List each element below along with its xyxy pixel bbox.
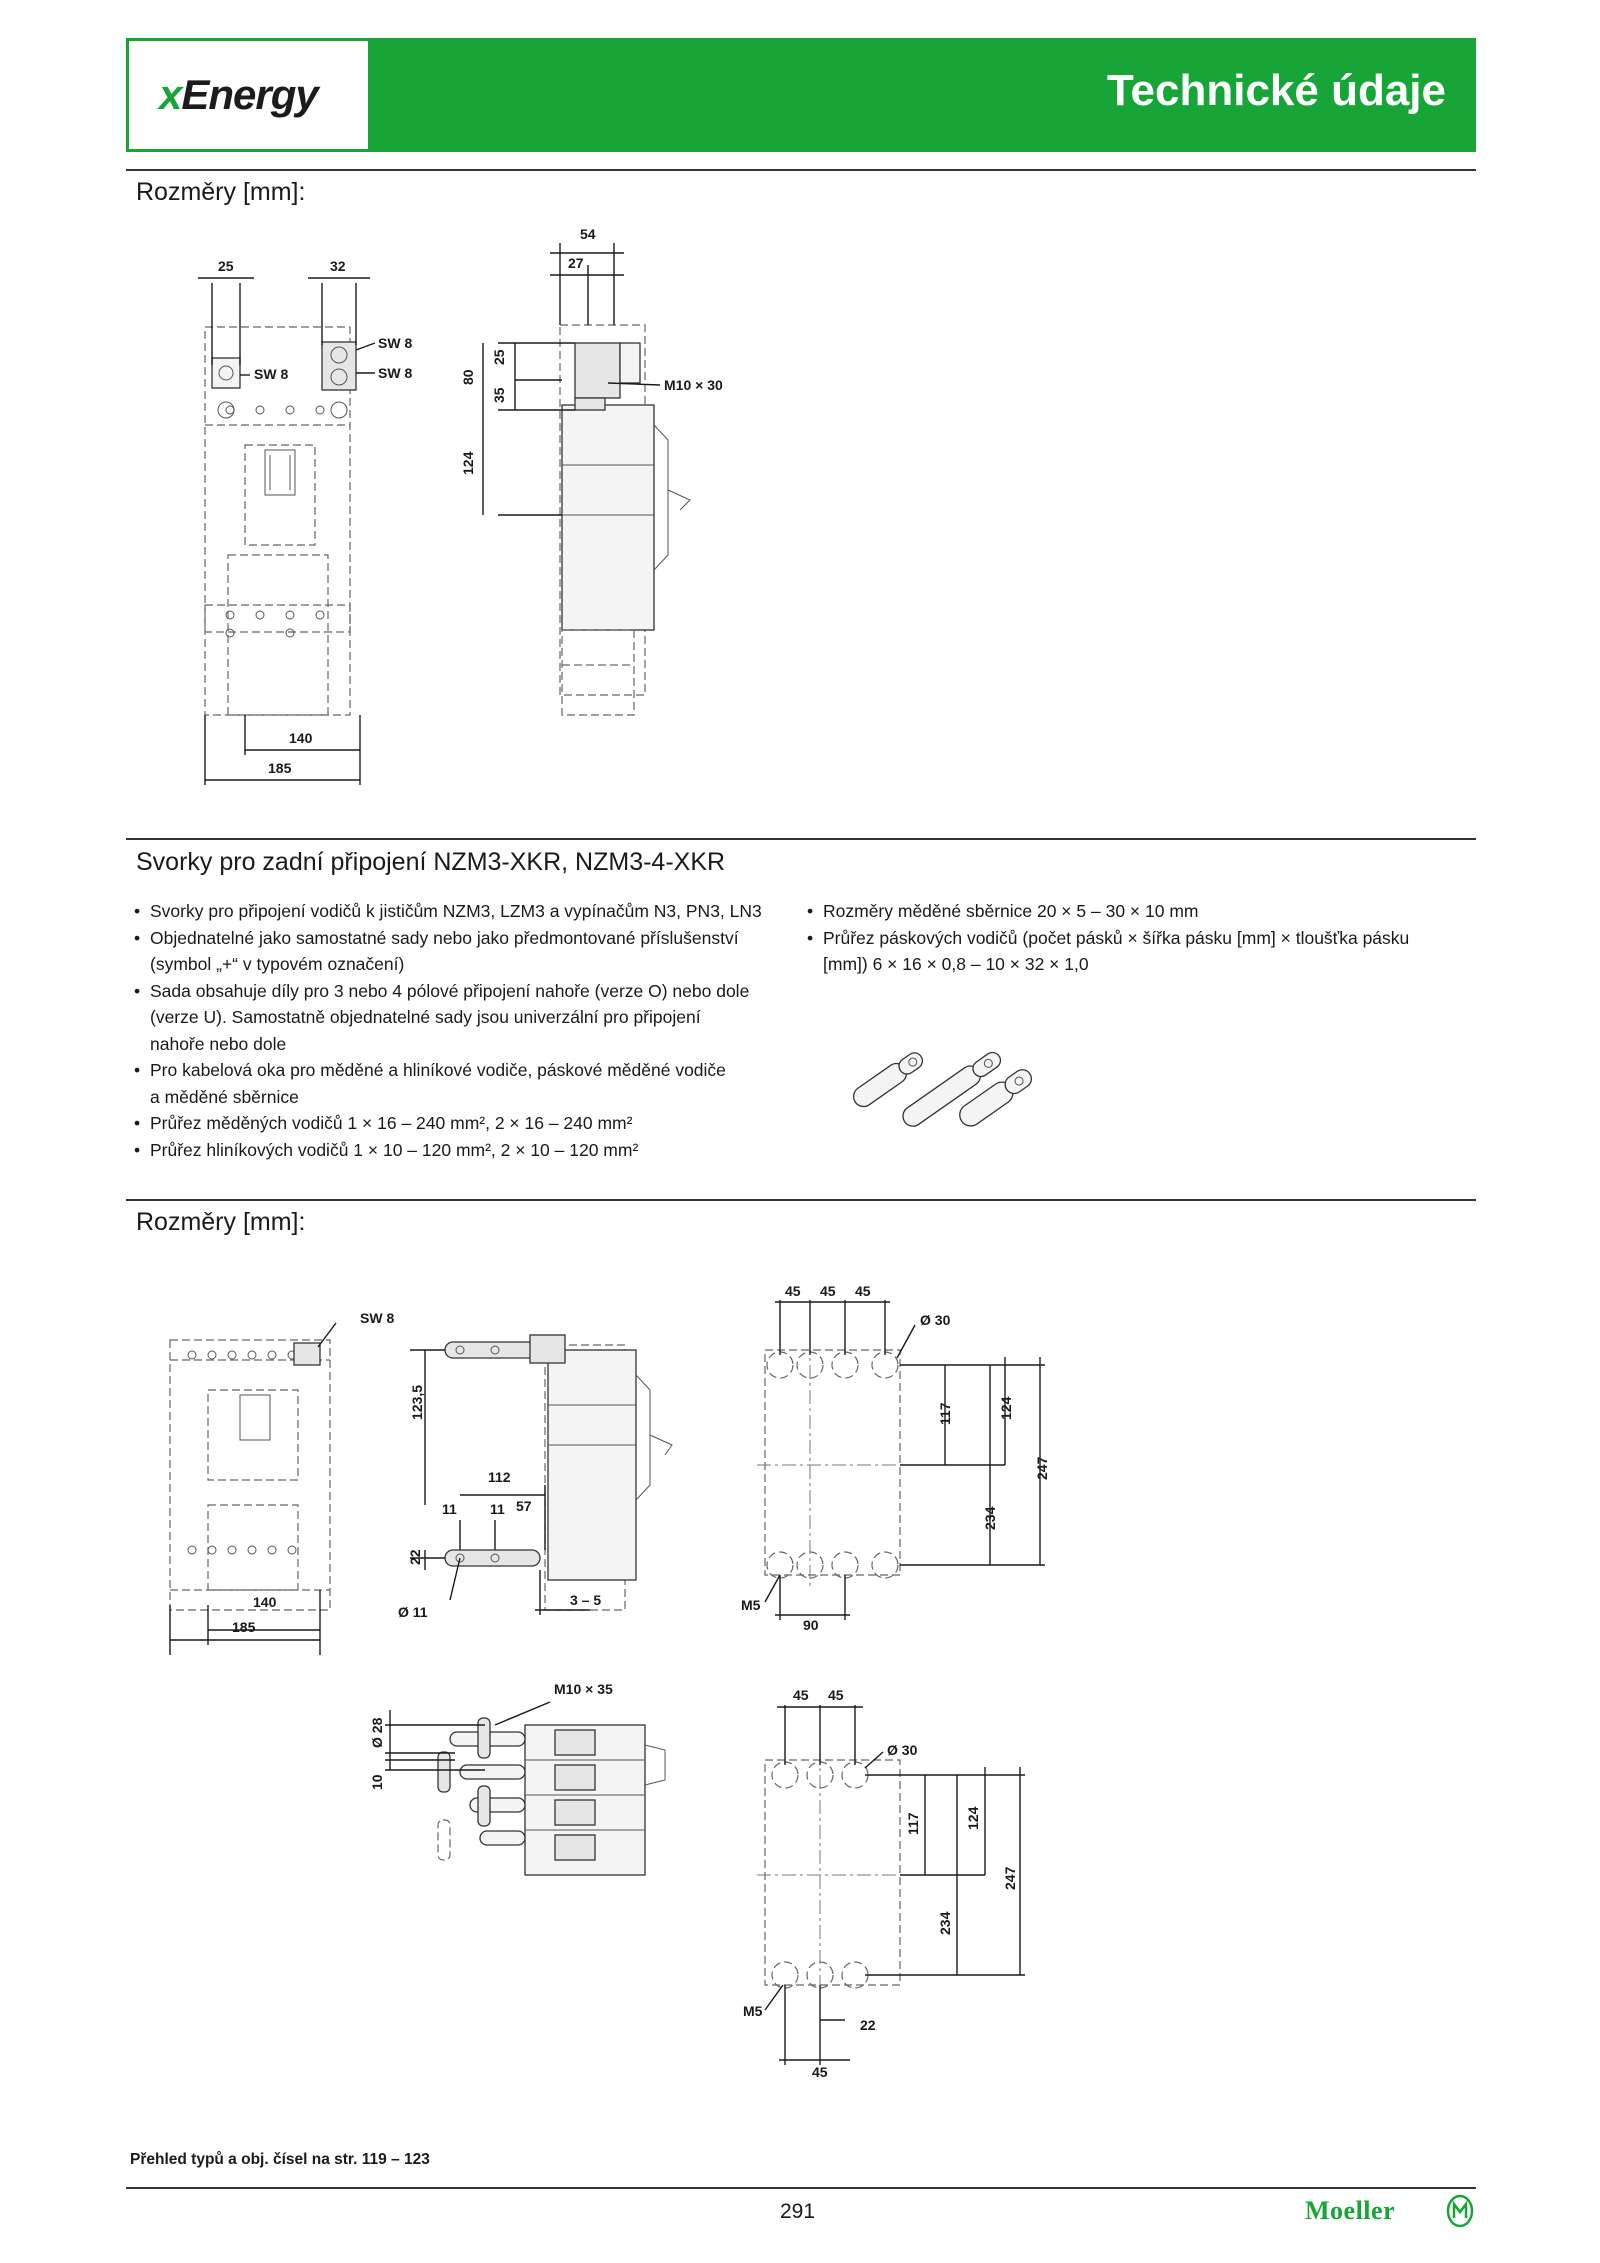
dim-dia28: Ø 28 (369, 1717, 385, 1748)
dim-185-b: 185 (232, 1619, 256, 1635)
dim-dia30-3p: Ø 30 (887, 1742, 918, 1758)
dim-10: 10 (369, 1774, 385, 1790)
dim-27: 27 (568, 255, 584, 271)
moeller-logo: Moeller (1305, 2196, 1396, 2225)
label-bolt-m10x30: M10 × 30 (664, 377, 723, 393)
figure-xkr-front-side (160, 1295, 720, 1660)
dim-124-3p: 124 (965, 1806, 981, 1830)
list-item: • Objednatelné jako samostatné sady nebo jako předmontované příslušenství (symbol „+“ v typovém označení) (132, 925, 802, 978)
dim-45-a: 45 (785, 1283, 801, 1299)
list-item: • Rozměry měděné sběrnice 20 × 5 – 30 × 10 mm (805, 898, 1475, 925)
label-bolt-m10x35: M10 × 35 (554, 1681, 613, 1697)
dim-32: 32 (330, 258, 346, 274)
dim-dia11: Ø 11 (398, 1604, 428, 1620)
dim-234: 234 (982, 1506, 998, 1530)
dim-35: 35 (491, 387, 507, 403)
dim-11b: 11 (490, 1501, 505, 1517)
front-view-drawing (198, 278, 375, 785)
dim-112: 112 (488, 1469, 511, 1485)
hole-pattern-3-drawing (757, 1705, 1025, 2065)
dim-124: 124 (998, 1396, 1014, 1420)
label-sw8-mid: SW 8 (378, 365, 413, 381)
dim-247-3p: 247 (1002, 1866, 1018, 1890)
figure-breaker-front-side (190, 225, 723, 795)
dim-90: 90 (803, 1617, 819, 1633)
feature-list-left (132, 898, 802, 1163)
page-title: Technické údaje (1106, 66, 1446, 115)
dim-80: 80 (460, 369, 476, 385)
divider (126, 1199, 1476, 1201)
divider (126, 838, 1476, 840)
dim-25: 25 (218, 258, 234, 274)
section-heading-rear-terminals: Svorky pro zadní připojení NZM3-XKR, NZM3-4-XKR (136, 848, 726, 876)
dim-11a: 11 (442, 1501, 457, 1517)
label-sw8-top: SW 8 (378, 335, 413, 351)
dim-57: 57 (516, 1498, 532, 1514)
dim-234-3p: 234 (937, 1911, 953, 1935)
dim-45-b: 45 (820, 1283, 836, 1299)
figure-xkr-side-4pole (320, 1670, 720, 1910)
divider (126, 169, 1476, 171)
hole-pattern-3-pole (735, 1680, 1095, 2080)
list-item: • Svorky pro připojení vodičů k jističům NZM3, LZM3 a vypínačům N3, PN3, LN3 (132, 898, 802, 925)
xenergy-logo (126, 38, 371, 152)
xkr-4pole-drawing (385, 1702, 665, 1875)
dim-45-c: 45 (855, 1283, 871, 1299)
side-view-drawing (483, 243, 690, 715)
dim-124: 124 (460, 451, 476, 475)
dim-247: 247 (1034, 1456, 1050, 1480)
cable-lugs-illustration (830, 1025, 1050, 1125)
hole-pattern-drawing (757, 1300, 1045, 1620)
dim-123-5: 123,5 (409, 1384, 425, 1420)
dim-22: 22 (407, 1549, 423, 1565)
dim-3-5: 3 – 5 (570, 1592, 602, 1608)
list-item: • Pro kabelová oka pro měděné a hliníkové vodiče, páskové měděné vodiče a měděné sběrnice (132, 1057, 802, 1110)
section-heading-dimensions-2: Rozměry [mm]: (136, 1208, 306, 1236)
section-heading-dimensions: Rozměry [mm]: (136, 178, 306, 206)
dim-185: 185 (268, 760, 292, 776)
dim-54: 54 (580, 226, 596, 242)
dim-140: 140 (289, 730, 313, 746)
list-item: • Průřez měděných vodičů 1 × 16 – 240 mm², 2 × 16 – 240 mm² (132, 1110, 802, 1137)
dim-45-a-3p: 45 (793, 1687, 809, 1703)
dim-45-3p: 45 (812, 2064, 828, 2080)
dim-117: 117 (937, 1402, 953, 1425)
feature-list-right (805, 898, 1475, 978)
title-band (371, 38, 1476, 152)
list-item: • Průřez páskových vodičů (počet pásků × šířka pásku [mm] × tloušťka pásku [mm]) 6 × 16 × 0,8 – 10 × 32 × 1,0 (805, 925, 1475, 978)
dim-45-b-3p: 45 (828, 1687, 844, 1703)
moeller-emblem-icon (1446, 2194, 1474, 2228)
divider (126, 2187, 1476, 2189)
footer-note: Přehled typů a obj. čísel na str. 119 – 123 (130, 2151, 430, 2168)
list-item: • Sada obsahuje díly pro 3 nebo 4 pólové připojení nahoře (verze O) nebo dole (verze U). Samostatně objednatelné sady jsou univerzální pro připojení nahoře nebo dole (132, 978, 802, 1058)
xkr-side-view (410, 1335, 672, 1615)
logo-wordmark: xEnergy (159, 71, 318, 118)
label-m5-3p: M5 (743, 2003, 763, 2019)
dim-dia30: Ø 30 (920, 1312, 951, 1328)
dim-140-b: 140 (253, 1594, 277, 1610)
label-sw8-left: SW 8 (254, 366, 289, 382)
dim-22-3p: 22 (860, 2017, 876, 2033)
dim-25-side: 25 (491, 349, 507, 365)
hole-pattern-4-pole (735, 1280, 1095, 1650)
page-number: 291 (780, 2200, 816, 2223)
list-item: • Průřez hliníkových vodičů 1 × 10 – 120 mm², 2 × 10 – 120 mm² (132, 1137, 802, 1164)
label-m5: M5 (741, 1597, 761, 1613)
dim-117-3p: 117 (905, 1812, 921, 1835)
label-sw8: SW 8 (360, 1310, 395, 1326)
